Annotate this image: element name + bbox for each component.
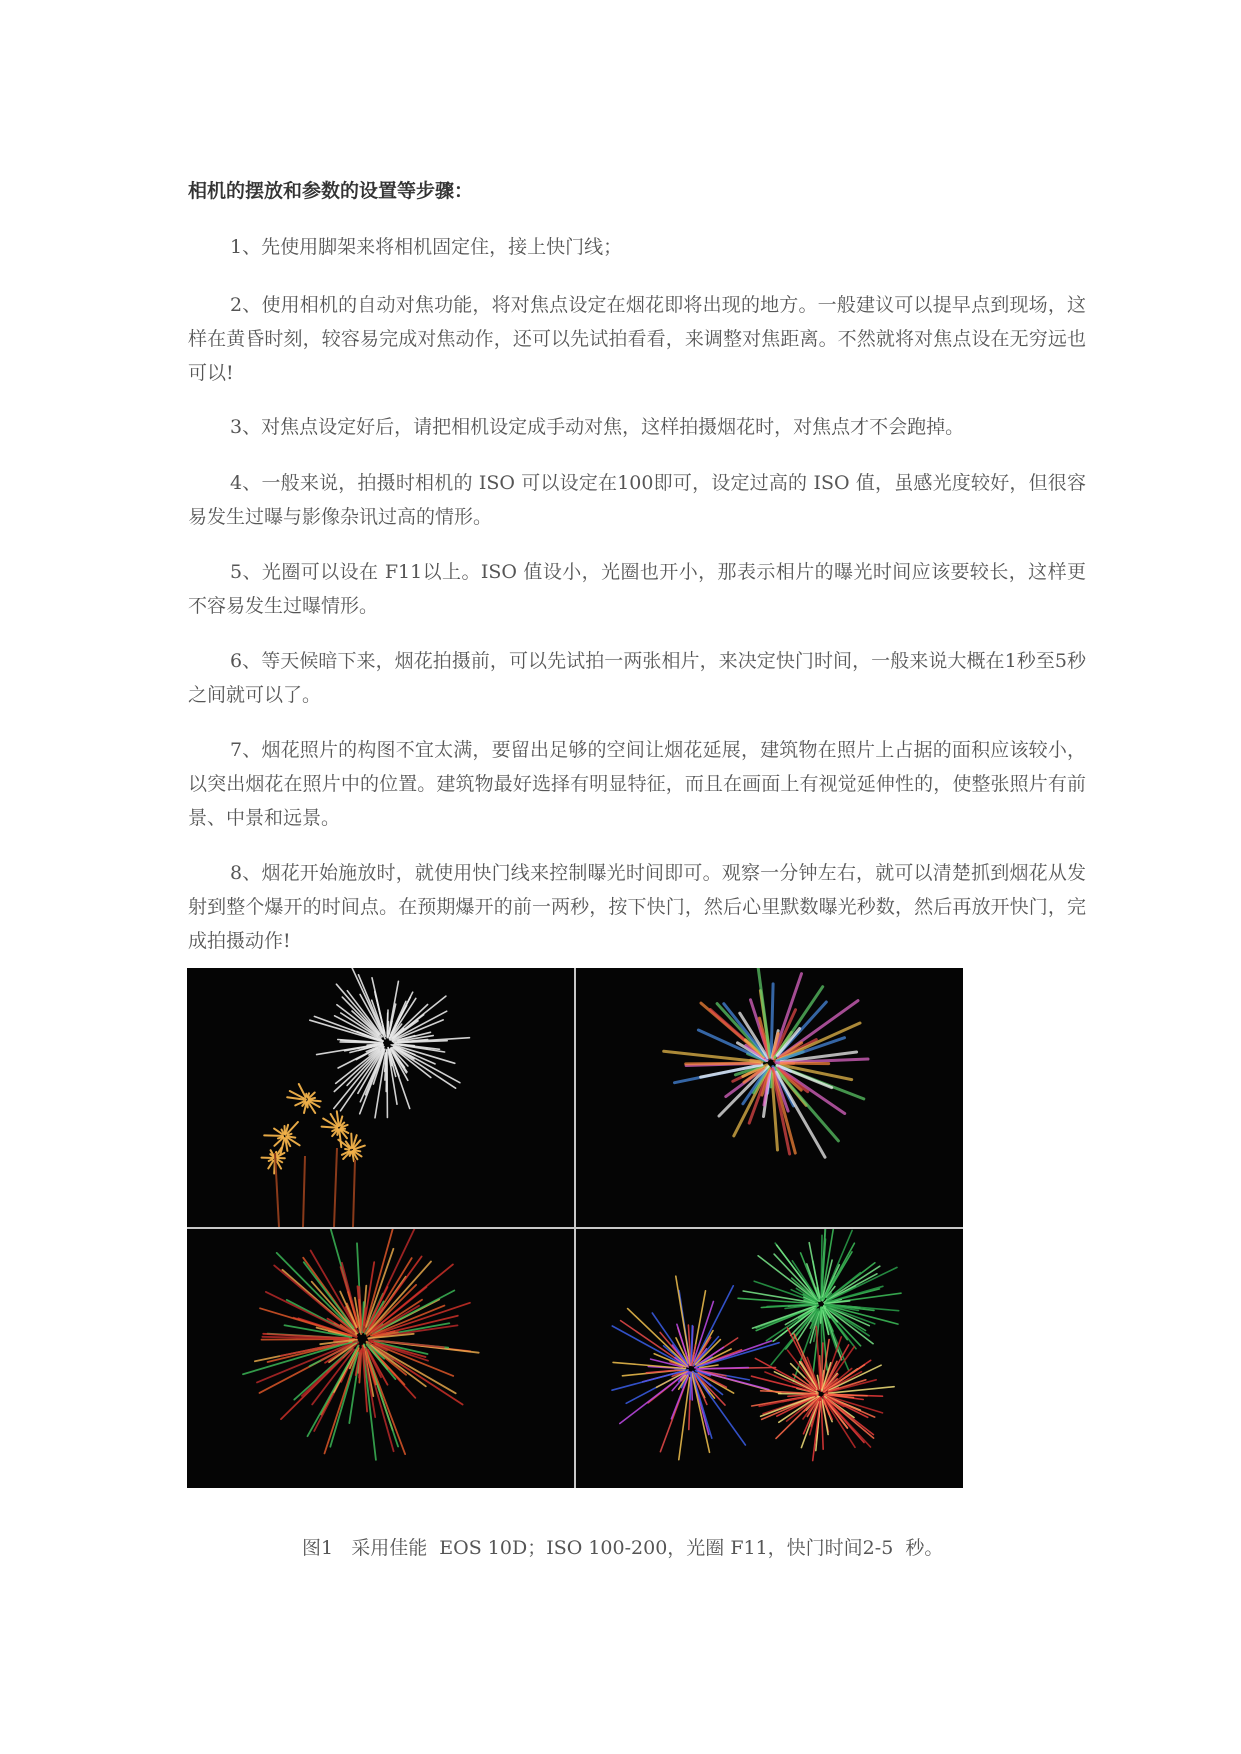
- fireworks-photo-colorful-bursts: [576, 1229, 963, 1488]
- fireworks-white-burst-image: [187, 968, 574, 1227]
- step-8: 8、烟花开始施放时，就使用快门线来控制曝光时间即可。观察一分钟左右，就可以清楚抓到烟花从发射到整个爆开的时间点。在预期爆开的前一两秒，按下快门，然后心里默数曝光秒数，然后再放开快门，完成拍摄动作!: [188, 862, 1086, 952]
- fireworks-colorful-bursts-image: [576, 1229, 963, 1488]
- step-2: 2、使用相机的自动对焦功能，将对焦点设定在烟花即将出现的地方。一般建议可以提早点到现场，这样在黄昏时刻，较容易完成对焦动作，还可以先试拍看看，来调整对焦距离。不然就将对焦点设在无穷远也可以!: [188, 294, 1086, 384]
- fireworks-photo-white-burst: [187, 968, 574, 1227]
- step-3: 3、对焦点设定好后，请把相机设定成手动对焦，这样拍摄烟花时，对焦点才不会跑掉。: [230, 416, 965, 438]
- fireworks-photo-red-burst: [187, 1229, 574, 1488]
- step-4: 4、一般来说，拍摄时相机的 ISO 可以设定在100即可，设定过高的 ISO 值，虽感光度较好，但很容易发生过曝与影像杂讯过高的情形。: [188, 472, 1086, 528]
- fireworks-red-burst-image: [187, 1229, 574, 1488]
- section-heading: 相机的摆放和参数的设置等步骤：: [188, 180, 474, 202]
- step-7: 7、烟花照片的构图不宜太满，要留出足够的空间让烟花延展，建筑物在照片上占据的面积应该较小，以突出烟花在照片中的位置。建筑物最好选择有明显特征，而且在画面上有视觉延伸性的，使整张照片有前景、中景和远景。: [188, 739, 1086, 829]
- fireworks-multicolor-blur-image: [576, 968, 963, 1227]
- step-1: 1、先使用脚架来将相机固定住，接上快门线；: [230, 236, 623, 258]
- figure-caption: 图1 采用佳能 EOS 10D；ISO 100-200，光圈 F11，快门时间2-5 秒。: [302, 1537, 944, 1559]
- step-6: 6、等天候暗下来，烟花拍摄前，可以先试拍一两张相片，来决定快门时间，一般来说大概在1秒至5秒之间就可以了。: [188, 650, 1086, 706]
- step-5: 5、光圈可以设在 F11以上。ISO 值设小，光圈也开小，那表示相片的曝光时间应该要较长，这样更不容易发生过曝情形。: [188, 561, 1086, 617]
- fireworks-photo-multicolor-blur: [576, 968, 963, 1227]
- fireworks-photo-grid: [187, 968, 963, 1488]
